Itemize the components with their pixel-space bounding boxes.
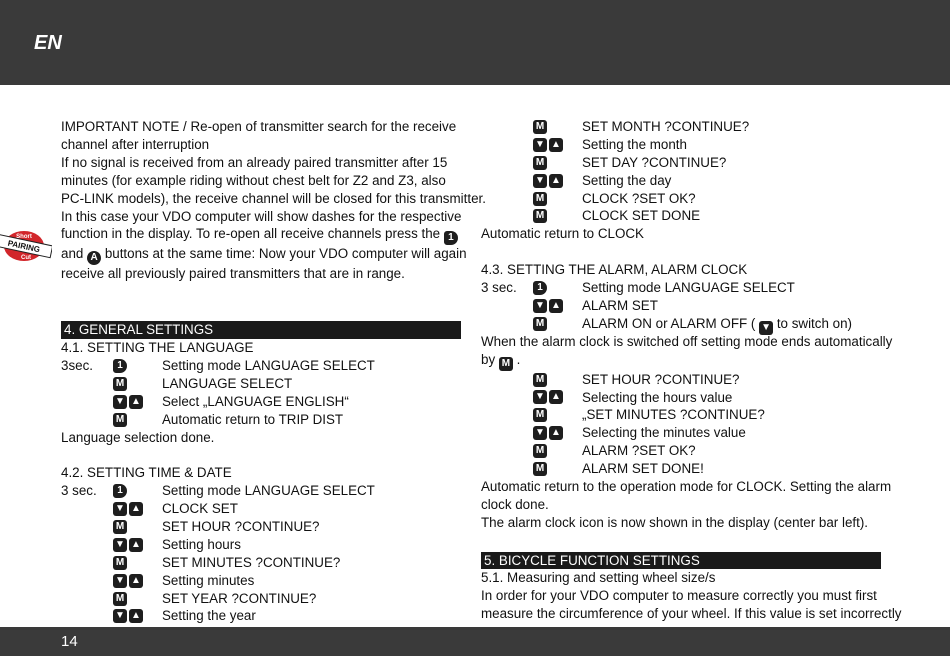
note-line [61,245,467,265]
step-text: SET MONTH ?CONTINUE? [582,119,750,134]
step-text: SET HOUR ?CONTINUE? [162,519,320,534]
button-m-icon: M [533,209,547,223]
arrow-down-icon: ▼ [533,138,547,152]
button-m-icon: M [113,377,127,391]
step-row [61,482,461,500]
page-number: 14 [61,633,78,650]
step-text: CLOCK ?SET OK? [582,190,696,206]
arrow-down-icon: ▼ [533,390,547,404]
right-column [481,118,902,623]
step-text: Setting mode LANGUAGE SELECT [582,280,795,296]
section-4-heading: 4. GENERAL SETTINGS [61,321,461,339]
section-5-heading: 5. BICYCLE FUNCTION SETTINGS [481,552,881,570]
step-row [61,518,461,536]
note-line: receive all previously paired transmitters that are in range. [61,266,405,282]
arrow-down-icon: ▼ [113,502,127,516]
note-line: In this case your VDO computer will show dashes for the respective [61,208,462,224]
button-m-icon: M [533,156,547,170]
button-m-icon: M [533,120,547,134]
button-1-icon: 1 [533,281,547,295]
button-1-icon: 1 [444,231,458,245]
step-row [481,424,881,442]
step-row [481,207,881,225]
step-row [61,572,461,590]
subsection-title: 4.1. SETTING THE LANGUAGE [61,340,254,356]
arrow-up-icon: ▲ [129,538,143,552]
step-row [481,371,881,389]
arrow-down-icon: ▼ [533,174,547,188]
step-text: Setting the day [582,172,672,188]
arrow-up-icon: ▲ [549,426,563,440]
subsection-title: 4.2. SETTING TIME & DATE [61,465,232,481]
footer-bar [0,627,950,656]
note-text: function in the display. To re-open all receive channels press the [61,226,441,242]
step-text: SET HOUR ?CONTINUE? [582,371,740,387]
step-text: Select „LANGUAGE ENGLISH“ [162,393,349,409]
arrow-down-icon: ▼ [759,321,773,335]
button-m-icon: M [113,556,127,570]
step-duration: 3 sec. [61,483,97,499]
step-text: CLOCK SET [162,501,238,517]
step-text: ALARM SET DONE! [582,461,704,477]
step-row [481,172,881,190]
badge-short-text: Short [16,234,32,240]
step-duration: 3sec. [61,357,94,373]
step-text: LANGUAGE SELECT [162,375,293,391]
step-row [61,375,461,393]
button-1-icon: 1 [113,484,127,498]
step-text: CLOCK SET DONE [582,208,701,224]
step-text: Setting mode LANGUAGE SELECT [162,357,375,373]
arrow-up-icon: ▲ [549,138,563,152]
note-line: If no signal is received from an already paired transmitter after 15 [61,154,448,170]
arrow-up-icon: ▲ [129,609,143,623]
step-row [481,389,881,407]
subsection-title: 5.1. Measuring and setting wheel size/s [481,570,716,586]
badge-pairing-text: PAIRING [6,238,41,255]
step-row [481,118,881,136]
arrow-up-icon: ▲ [549,174,563,188]
result-text: Language selection done. [61,429,215,445]
alarm-toggle-text: to switch on) [776,315,852,331]
button-m-icon: M [533,373,547,387]
step-text: SET MINUTES ?CONTINUE? [162,554,341,570]
header-bar [0,0,950,85]
badge-cut-text: Cut [21,255,31,261]
note-text: and [61,246,84,262]
step-row [61,500,461,518]
step-row [481,442,881,460]
result-text: Automatic return to CLOCK [481,226,644,242]
step-row [61,607,461,625]
step-text: Setting mode LANGUAGE SELECT [162,483,375,499]
arrow-down-icon: ▼ [113,574,127,588]
button-a-icon: A [87,251,101,265]
note-line: IMPORTANT NOTE / Re-open of transmitter search for the receive [61,119,457,134]
button-m-icon: M [533,444,547,458]
step-row [481,190,881,208]
arrow-down-icon: ▼ [533,426,547,440]
arrow-down-icon: ▼ [533,299,547,313]
step-text: Selecting the hours value [582,389,733,405]
button-m-icon: M [113,413,127,427]
button-m-icon: M [113,520,127,534]
step-text: SET DAY ?CONTINUE? [582,154,727,170]
note-line: minutes (for example riding without chest belt for Z2 and Z3, also [61,172,446,188]
body-text: by [481,351,496,367]
step-text: Setting minutes [162,572,255,588]
step-row [61,554,461,572]
button-m-icon: M [533,462,547,476]
body-text [481,351,881,371]
arrow-up-icon: ▲ [129,502,143,516]
note-line: PC-LINK models), the receive channel will be closed for this transmitter. [61,190,486,206]
arrow-up-icon: ▲ [129,395,143,409]
arrow-down-icon: ▼ [113,395,127,409]
step-text: ALARM SET [582,297,658,313]
body-text: When the alarm clock is switched off setting mode ends automatically [481,333,893,349]
button-m-icon: M [499,357,513,371]
step-text: SET YEAR ?CONTINUE? [162,590,317,606]
step-row [61,357,461,375]
step-row [481,460,881,478]
step-row [481,297,881,315]
body-text: Automatic return to the operation mode for CLOCK. Setting the alarm [481,478,892,494]
button-m-icon: M [113,592,127,606]
step-row [61,411,461,429]
step-text: Setting hours [162,536,241,552]
step-row [481,315,881,333]
button-m-icon: M [533,408,547,422]
body-text: measure the circumference of your wheel. If this value is set incorrectly [481,606,902,622]
subsection-title: 4.3. SETTING THE ALARM, ALARM CLOCK [481,262,748,278]
step-text: Setting the year [162,608,256,624]
step-text [582,315,852,333]
step-text: Setting the month [582,136,687,152]
note-text: buttons at the same time: Now your VDO computer will again [104,246,467,262]
step-duration: 3 sec. [481,280,517,296]
step-row [61,536,461,554]
step-row [481,279,881,297]
body-text: In order for your VDO computer to measure correctly you must first [481,588,877,604]
step-text: Selecting the minutes value [582,425,746,441]
step-row [61,393,461,411]
body-text: clock done. [481,496,549,512]
arrow-up-icon: ▲ [129,574,143,588]
step-row [481,406,881,424]
button-m-icon: M [533,192,547,206]
step-row [481,154,881,172]
short-cut-pairing-badge-icon [0,228,52,264]
button-m-icon: M [533,317,547,331]
step-row [481,136,881,154]
body-text: . [516,351,521,367]
note-line [61,225,461,245]
arrow-up-icon: ▲ [549,390,563,404]
arrow-down-icon: ▼ [113,538,127,552]
arrow-up-icon: ▲ [549,299,563,313]
step-text: ALARM ?SET OK? [582,443,696,459]
language-label: EN [34,32,62,54]
body-text: The alarm clock icon is now shown in the display (center bar left). [481,514,869,530]
step-row [61,590,461,608]
step-text: Automatic return to TRIP DIST [162,411,344,427]
alarm-toggle-text: ALARM ON or ALARM OFF ( [582,315,756,331]
left-column [61,118,486,625]
button-1-icon: 1 [113,359,127,373]
arrow-down-icon: ▼ [113,609,127,623]
note-line: channel after interruption [61,136,210,152]
step-text: „SET MINUTES ?CONTINUE? [582,407,765,423]
